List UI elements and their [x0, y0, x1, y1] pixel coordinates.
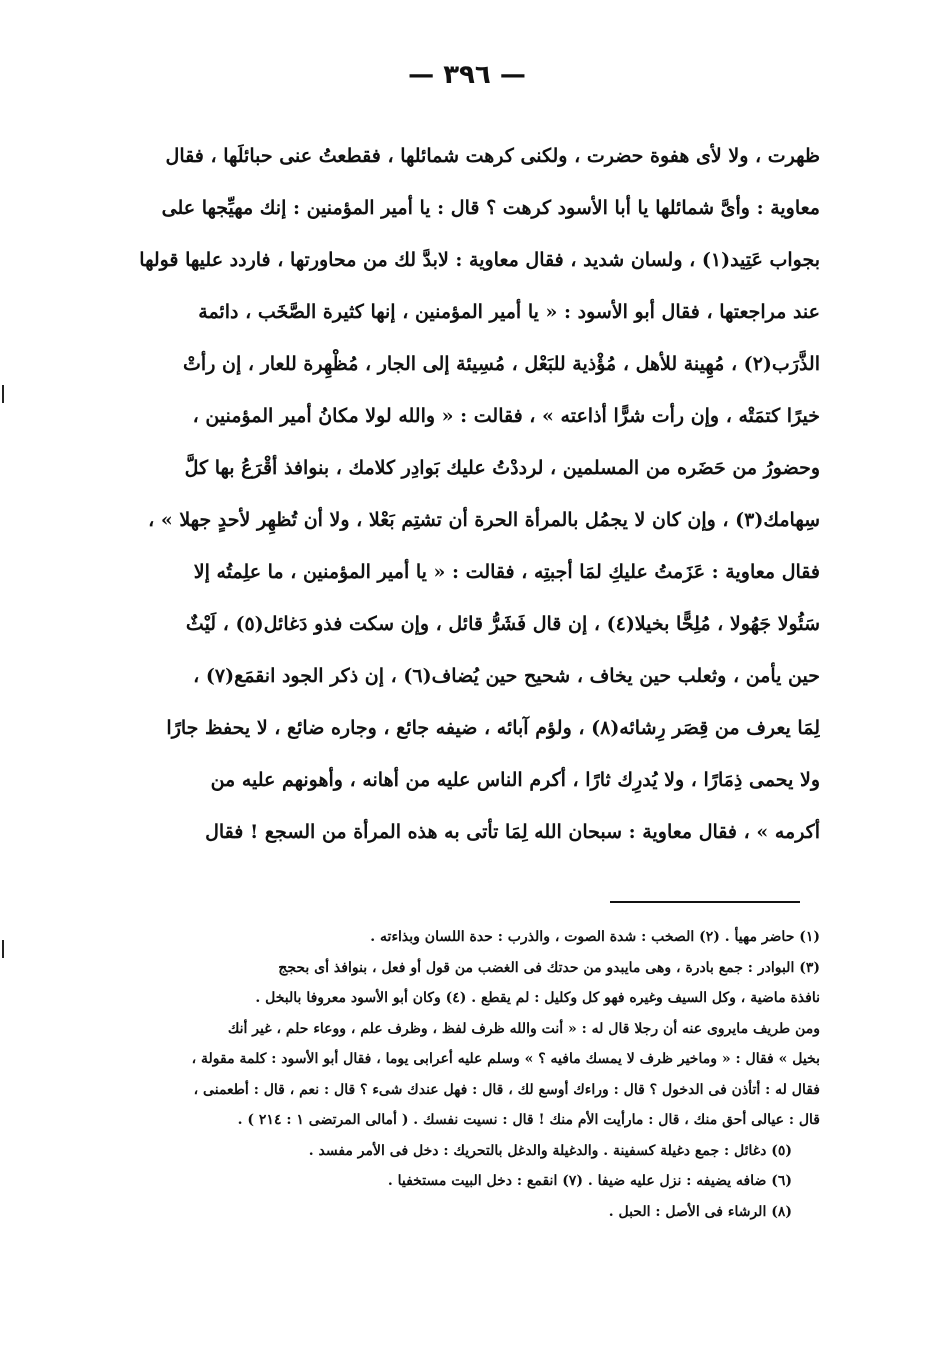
footnote-line: بخيل » فقال : « وماخير ظرف لا يمسك مافيه ؟ » وسلم عليه أعرابى يوما ، فقال أبو الأسود : كلمة مقولة ، [191, 1051, 820, 1067]
footnote-line: (٦) ضافه يضيفه : نزل عليه ضيفا . (٧) انقمع : دخل البيت مستخفيا . [387, 1173, 792, 1189]
body-line: وحضورُ من حَضَره من المسلمين ، لرددْتُ عليك بَوادِر كلامك ، بنوافذ أقْرَعُ بها كلَّ [184, 457, 820, 479]
footnote-divider [610, 901, 800, 903]
footnotes [130, 922, 820, 1227]
body-line: بجواب عَتِيد(١) ، ولسان شديد ، فقال معاوية : لابدَّ لك من محاورتها ، فاردد عليها قولها [139, 249, 820, 271]
body-line: الذَّرَب(٢) ، مُهِينة للأهل ، مُؤْذية للبَعْل ، مُسِيئة إلى الجار ، مُظْهِرة للعار ، إن رأتْ [183, 353, 820, 375]
body-line: فقال معاوية : عَزَمتُ عليكِ لمَا أجبتِه ، فقالت : « يا أمير المؤمنين ، ما علِمتُه إلا [193, 561, 820, 583]
page-number: — ٣٩٦ — [408, 60, 526, 90]
body-line: معاوية : وأىَّ شمائلها يا أبا الأسود كرهت ؟ قال : يا أمير المؤمنين : إنك مهيِّجها على [161, 197, 820, 219]
body-line: ولا يحمى ذِمَارًا ، ولا يُدرِك ثارًا ، أكرم الناس عليه من أهانه ، وأهونهم عليه من [210, 769, 820, 791]
footnote-line: (١) حاضر مهيأ . (٢) الصخب : شدة الصوت ، والذرب : حدة اللسان وبذاءته . [370, 929, 820, 945]
body-line: خيرًا كتمَتْه ، وإن رأت شرًّا أذاعته » ، فقالت : « والله لولا مكانُ أمير المؤمنين ، [192, 405, 820, 427]
body-line: ظهرت ، ولا لأى هفوة حضرت ، ولكنى كرهت شمائلها ، فقطعتُ عنى حبائلَها ، فقال [165, 145, 820, 167]
scan-edge-mark [2, 385, 4, 403]
body-line: أكرمه » ، فقال معاوية : سبحان الله لِمَا تأتى به هذه المرأة من السجع ! فقال [205, 821, 820, 843]
footnote-line: (٥) دغائل : جمع دغيلة كسفينة . والدغيلة والدغل بالتحريك : دخل فى الأمر مفسد . [308, 1142, 792, 1159]
body-line: لِمَا يعرف من قِصَر رِشائه(٨) ، ولؤم آبائه ، ضيفه جائع ، وجاره ضائع ، لا يحفظ جارًا [166, 717, 820, 739]
footnote-line: (٣) البوادر : جمع بادرة ، وهى مايبدو من حدتك فى الغضب من قول أو فعل ، بنوافذ أى بحجج [278, 959, 820, 976]
footnote-line: (٨) الرشاء فى الأصل : الحبل . [608, 1203, 792, 1220]
footnote-line: نافذة ماضية ، وكل السيف وغيره فهو كل وكليل : لم يقطع . (٤) وكان أبو الأسود معروفا بالبخل . [255, 990, 820, 1006]
body-line: عند مراجعتها ، فقال أبو الأسود : « يا أمير المؤمنين ، إنها كثيرة الصَّخَب ، دائمة [198, 301, 820, 323]
footnote-line: فقال له : أتأذن فى الدخول ؟ قال : وراءك أوسع لك ، قال : فهل عندك شىء ؟ قال : نعم ، قال : أطعمنى ، [193, 1081, 820, 1098]
footnote-line: قال : عيالى أحق منك ، قال : مارأيت الأم منك ! قال : نسيت نفسك . ( أمالى المرتضى ١ : ٢١٤ ) . [237, 1112, 820, 1128]
body-line: سَئُولا جَهُولا ، مُلِحًّا بخيلا(٤) ، إن قال فَشَرُّ قائل ، وإن سكت فذو دَغائل(٥) ، لَيْثٌ [185, 613, 820, 635]
body-line: سِهامك(٣) ، وإن كان لا يجمُل بالمرأة الحرة أن تشتِم بَعْلا ، ولا أن تُظهِر لأحدٍ جهلا » ، [148, 509, 820, 531]
body-text [130, 130, 820, 858]
scan-edge-mark [2, 940, 4, 958]
footnote-line: ومن طريف مايروى عنه أن رجلا قال له : « أنت والله ظرف لفظ ، وظرف علم ، ووعاء حلم ، غير أنك [227, 1020, 820, 1037]
body-line: حين يأمن ، وثعلب حين يخاف ، شحيح حين يُضاف(٦) ، إن ذكر الجود انقمَع(٧) ، [193, 665, 820, 687]
